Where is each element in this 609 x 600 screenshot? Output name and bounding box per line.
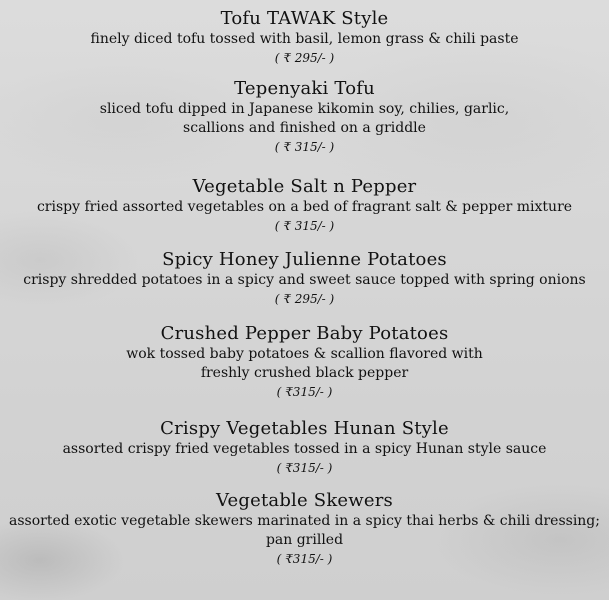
menu-item-spicy-honey-julienne-potatoes [0, 249, 609, 307]
menu-item-description-line: wok tossed baby potatoes & scallion flavored with [126, 346, 483, 362]
menu-item-title: Tepenyaki Tofu [234, 78, 375, 99]
menu-item-description-line: freshly crushed black pepper [200, 365, 409, 381]
menu-item-tofu-tawak-style [0, 8, 609, 66]
menu-item-description-line: scallions and finished on a griddle [183, 120, 426, 136]
menu-item-price: ( ₹315/- ) [276, 461, 333, 475]
menu-item-price: ( ₹ 315/- ) [274, 140, 335, 154]
menu-item-description-line: pan grilled [265, 532, 344, 548]
menu-item-vegetable-salt-n-pepper [0, 176, 609, 234]
menu-item-tepenyaki-tofu [0, 78, 609, 155]
menu-item-description-line: finely diced tofu tossed with basil, lemon grass & chili paste [90, 31, 519, 47]
menu-item-title: Crispy Vegetables Hunan Style [160, 418, 449, 439]
menu-item-price: ( ₹315/- ) [276, 385, 333, 399]
menu-item-description-line: crispy shredded potatoes in a spicy and sweet sauce topped with spring onions [23, 272, 586, 288]
menu-item-description-line: assorted exotic vegetable skewers marinated in a spicy thai herbs & chili dressing; [9, 513, 600, 529]
menu-item-title: Tofu TAWAK Style [220, 8, 389, 29]
menu-item-crispy-vegetables-hunan-style [0, 418, 609, 476]
menu-item-description-line: sliced tofu dipped in Japanese kikomin soy, chilies, garlic, [99, 101, 510, 117]
menu-item-crushed-pepper-baby-potatoes [0, 323, 609, 400]
menu-item-description-line: crispy fried assorted vegetables on a bed of fragrant salt & pepper mixture [36, 199, 573, 215]
menu-item-price: ( ₹ 295/- ) [274, 292, 335, 306]
menu-item-title: Vegetable Skewers [216, 490, 393, 511]
menu-item-description-line: assorted crispy fried vegetables tossed in a spicy Hunan style sauce [62, 441, 547, 457]
menu-item-title: Vegetable Salt n Pepper [192, 176, 417, 197]
menu-item-price: ( ₹315/- ) [276, 552, 333, 566]
menu-item-title: Crushed Pepper Baby Potatoes [160, 323, 449, 344]
menu-item-price: ( ₹ 295/- ) [274, 51, 335, 65]
menu-item-vegetable-skewers [0, 490, 609, 567]
menu-item-price: ( ₹ 315/- ) [274, 219, 335, 233]
menu-item-title: Spicy Honey Julienne Potatoes [162, 249, 447, 270]
